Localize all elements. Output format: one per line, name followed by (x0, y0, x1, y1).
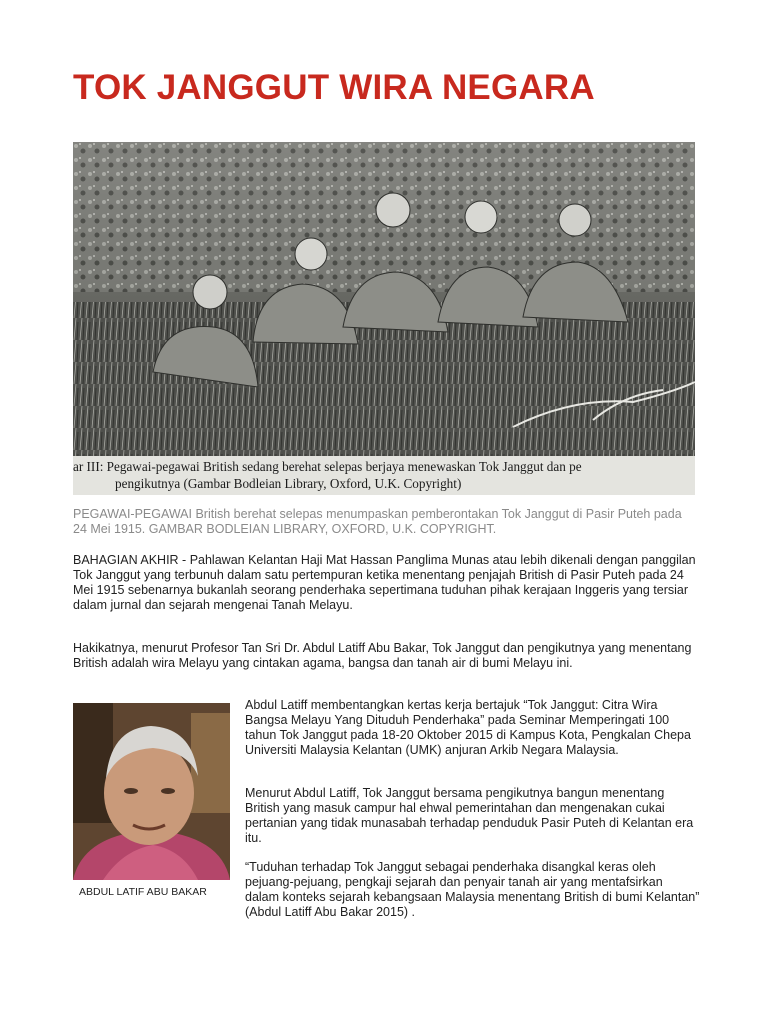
scan-caption-line-1: ar III: Pegawai-pegawai British sedang berehat selepas berjaya menewaskan Tok Janggut dan pe (73, 459, 582, 474)
body-paragraph-1: BAHAGIAN AKHIR - Pahlawan Kelantan Haji Mat Hassan Panglima Munas atau lebih dikenali dengan panggilan Tok Janggut yang terbunuh dalam satu pertempuran ketika menentang penjajah British di Pasir Puteh pada 24 Mei 1915 sebenarnya bukanlah seorang penderhaka sepertimana tuduhan pihak kerajaan Inggeris yang tersiar dalam jurnal dan sejarah mengenai Tanah Melayu. (73, 553, 696, 612)
photo-caption: PEGAWAI-PEGAWAI British berehat selepas menumpaskan pemberontakan Tok Janggut di Pasir Puteh pada 24 Mei 1915. GAMBAR BODLEIAN LIBRARY, OXFORD, U.K. COPYRIGHT. (73, 507, 682, 536)
portrait-caption: ABDUL LATIF ABU BAKAR (79, 886, 207, 898)
portrait-scene (73, 703, 230, 880)
column-paragraph-2: Menurut Abdul Latiff, Tok Janggut bersama pengikutnya bangun menentang British yang masuk campur hal ehwal pemerintahan dan mengenakan cukai pertanian yang tidak munasabah terhadap penduduk Pasir Puteh di Kelantan era itu. (245, 786, 694, 845)
column-paragraph-3: “Tuduhan terhadap Tok Janggut sebagai penderhaka disangkal keras oleh pejuang-pejuang, pengkaji sejarah dan penyair tanah air yang mentafsirkan dalam konteks sejarah kebangsaan Malaysia menentang British di bumi Kelantan” (Abdul Latiff Abu Bakar 2015) . (245, 860, 700, 919)
historical-photo (73, 142, 695, 495)
photo-scene (73, 142, 695, 456)
article-title: TOK JANGGUT WIRA NEGARA (73, 68, 595, 107)
body-paragraph-2: Hakikatnya, menurut Profesor Tan Sri Dr. Abdul Latiff Abu Bakar, Tok Janggut dan pengikutnya yang menentang British adalah wira Melayu yang cintakan agama, bangsa dan tanah air di bumi Melayu ini. (73, 641, 692, 670)
scan-caption-strip (73, 456, 695, 495)
scan-caption-line-2: pengikutnya (Gambar Bodleian Library, Oxford, U.K. Copyright) (115, 476, 462, 491)
portrait-photo (73, 703, 230, 880)
column-paragraph-1: Abdul Latiff membentangkan kertas kerja bertajuk “Tok Janggut: Citra Wira Bangsa Melayu Yang Dituduh Penderhaka” pada Seminar Memperingati 100 tahun Tok Janggut pada 18-20 Oktober 2015 di Kampus Kota, Pengkalan Chepa Universiti Malaysia Kelantan (UMK) anjuran Arkib Negara Malaysia. (245, 698, 691, 757)
